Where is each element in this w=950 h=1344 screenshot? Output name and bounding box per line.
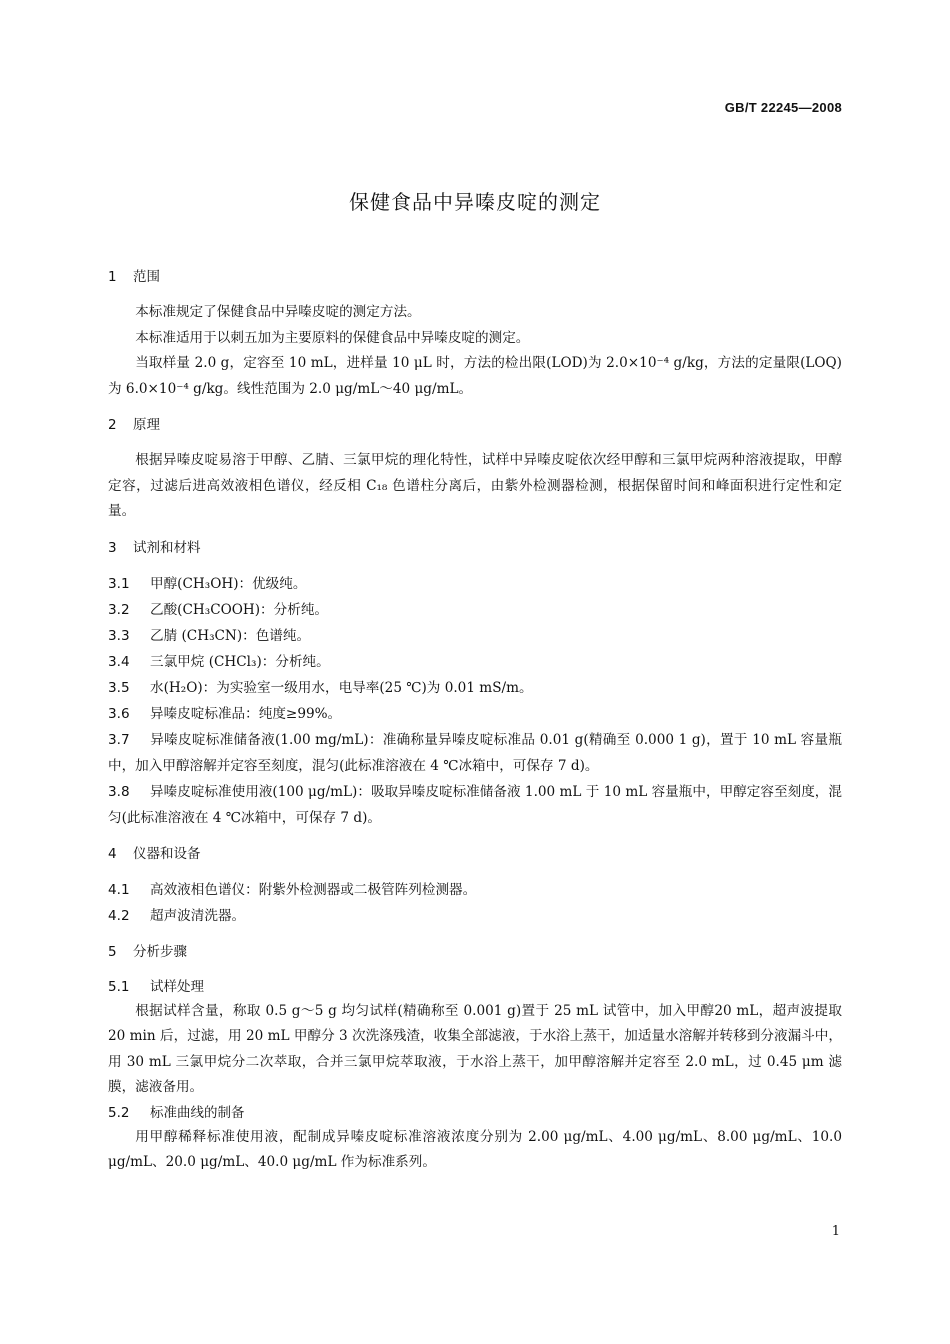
item-number: 3.5: [108, 679, 130, 696]
item-text: 水(H₂O)：为实验室一级用水，电导率(25 ℃)为 0.01 mS/m。: [150, 679, 533, 696]
item-number: 3.1: [108, 575, 130, 592]
list-item: [108, 727, 842, 779]
section-heading-apparatus: [108, 843, 842, 869]
document-title: 保健食品中异嗪皮啶的测定: [349, 190, 601, 214]
list-item: [108, 675, 842, 701]
section-number: 5: [108, 943, 117, 960]
standard-code: GB/T 22245—2008: [724, 100, 842, 115]
item-text: 高效液相色谱仪：附紫外检测器或二极管阵列检测器。: [150, 881, 477, 898]
section-title: 分析步骤: [133, 943, 187, 960]
document-body: [108, 266, 842, 1176]
item-number: 4.2: [108, 907, 130, 924]
list-item: [108, 903, 842, 929]
list-item: [108, 877, 842, 903]
section-number: 4: [108, 845, 117, 862]
item-number: 4.1: [108, 881, 130, 898]
subsection-heading: [108, 1101, 842, 1125]
paragraph: 当取样量 2.0 g，定容至 10 mL，进样量 10 μL 时，方法的检出限(LOD)为 2.0×10⁻⁴ g/kg，方法的定量限(LOQ)为 6.0×10⁻⁴ g/kg。线性范围为 2.0 μg/mL～40 μg/mL。: [108, 355, 842, 397]
list-item: [108, 597, 842, 623]
section-title: 仪器和设备: [133, 845, 201, 862]
paragraph: 根据试样含量，称取 0.5 g～5 g 均匀试样(精确称至 0.001 g)置于 25 mL 试管中，加入甲醇20 mL，超声波提取 20 min 后，过滤，用 20 mL 甲醇分 3 次洗涤残渣，收集全部滤液，于水浴上蒸干，加适量水溶解并转移到分液漏斗中，用 30 mL 三氯甲烷分二次萃取，合并三氯甲烷萃取液，于水浴上蒸干，加甲醇溶解并定容至 2.0 mL，过 0.45 μm 滤膜，滤液备用。: [108, 1002, 842, 1095]
section-number: 2: [108, 417, 117, 433]
section-number: 1: [108, 269, 117, 285]
item-text: 乙酸(CH₃COOH)：分析纯。: [150, 601, 329, 618]
item-number: 3.2: [108, 601, 130, 618]
item-number: 3.3: [108, 627, 130, 644]
item-text: 异嗪皮啶标准储备液(1.00 mg/mL)：准确称量异嗪皮啶标准品 0.01 g(精确至 0.000 1 g)，置于 10 mL 容量瓶中，加入甲醇溶解并定容至刻度，混匀(此标准溶液在 4 ℃冰箱中，可保存 7 d)。: [108, 731, 842, 774]
item-text: 三氯甲烷 (CHCl₃)：分析纯。: [150, 653, 330, 670]
paragraph: 用甲醇稀释标准使用液，配制成异嗪皮啶标准溶液浓度分别为 2.00 μg/mL、4.00 μg/mL、8.00 μg/mL、10.0 μg/mL、20.0 μg/mL、40.0 μg/mL 作为标准系列。: [108, 1128, 842, 1170]
item-text: 甲醇(CH₃OH)：优级纯。: [150, 575, 307, 592]
subsection-title: 试样处理: [150, 978, 204, 995]
section-heading-reagents: [108, 537, 842, 563]
subsection-title: 标准曲线的制备: [150, 1104, 245, 1121]
list-item: [108, 649, 842, 675]
page-number: 1: [831, 1224, 840, 1239]
section-heading-principle: [108, 414, 842, 440]
item-text: 异嗪皮啶标准品：纯度≥99%。: [150, 705, 342, 722]
item-number: 3.7: [108, 731, 130, 748]
item-number: 3.6: [108, 705, 130, 722]
section-heading-scope: [108, 266, 842, 292]
item-text: 超声波清洗器。: [150, 907, 246, 924]
item-text: 异嗪皮啶标准使用液(100 μg/mL)：吸取异嗪皮啶标准储备液 1.00 mL 于 10 mL 容量瓶中，甲醇定容至刻度，混匀(此标准溶液在 4 ℃冰箱中，可保存 7 d)。: [108, 783, 842, 826]
list-item: [108, 779, 842, 831]
subsection-number: 5.1: [108, 978, 130, 995]
subsection-heading: [108, 975, 842, 999]
paragraph: 根据异嗪皮啶易溶于甲醇、乙腈、三氯甲烷的理化特性，试样中异嗪皮啶依次经甲醇和三氯甲烷两种溶液提取，甲醇定容，过滤后进高效液相色谱仪，经反相 C₁₈ 色谱柱分离后，由紫外检测器检测，根据保留时间和峰面积进行定性和定量。: [108, 452, 842, 519]
item-number: 3.8: [108, 783, 130, 800]
paragraph: 本标准适用于以刺五加为主要原料的保健食品中异嗪皮啶的测定。: [135, 329, 530, 346]
subsection-number: 5.2: [108, 1104, 130, 1121]
item-text: 乙腈 (CH₃CN)：色谱纯。: [150, 627, 311, 644]
item-number: 3.4: [108, 653, 130, 670]
list-item: [108, 623, 842, 649]
paragraph: 本标准规定了保健食品中异嗪皮啶的测定方法。: [135, 304, 421, 320]
section-title: 试剂和材料: [133, 539, 201, 556]
section-title: 原理: [133, 417, 160, 433]
section-number: 3: [108, 539, 117, 556]
list-item: [108, 571, 842, 597]
section-heading-procedure: [108, 941, 842, 967]
section-title: 范围: [133, 269, 160, 285]
list-item: [108, 701, 842, 727]
